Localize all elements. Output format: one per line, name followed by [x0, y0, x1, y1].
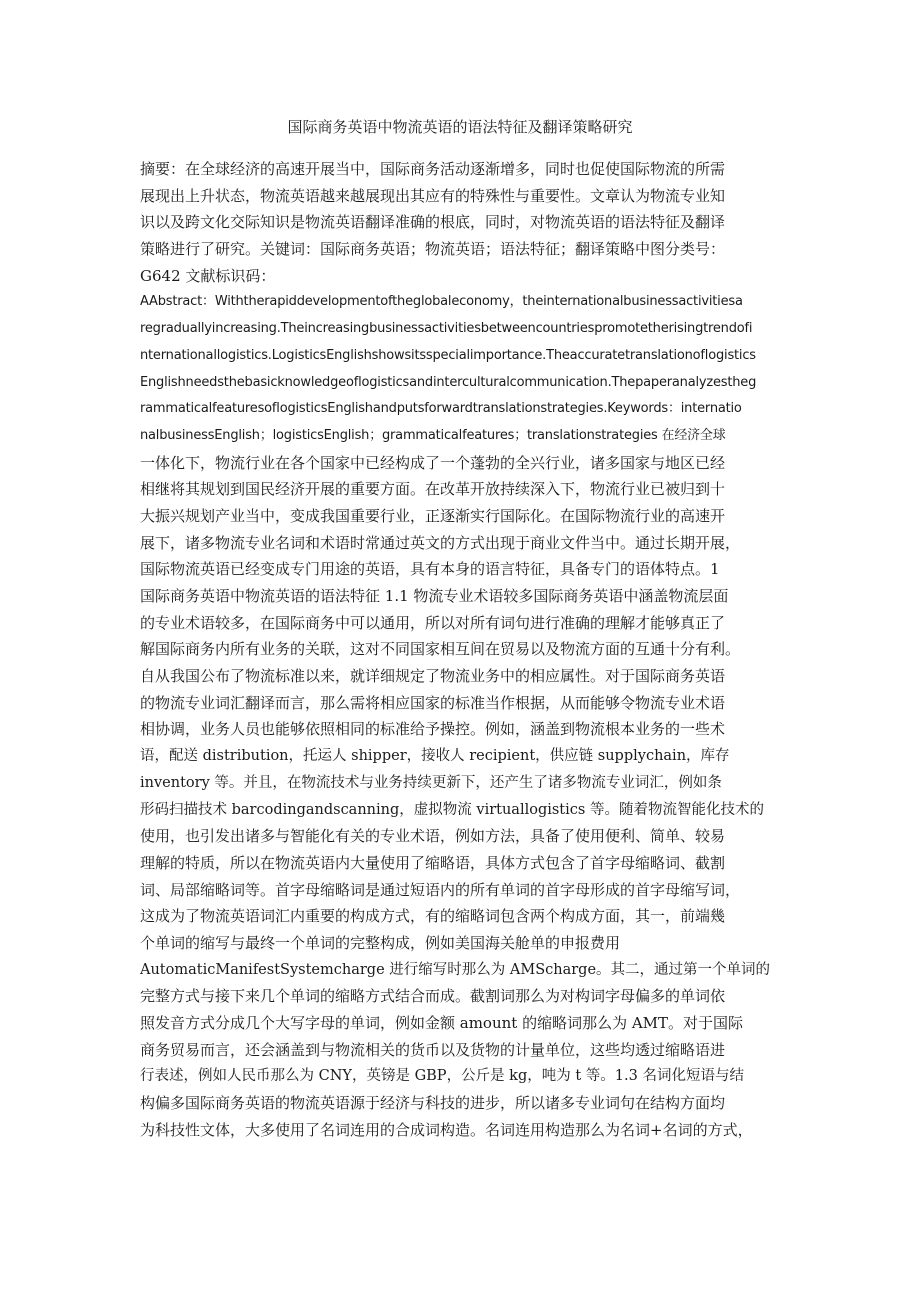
body-line: G642 文献标识码： [140, 266, 276, 285]
body-line: 形码扫描技术 barcodingandscanning，虚拟物流 virtuallogistics 等。随着物流智能化技术的 [140, 801, 764, 818]
body-line: 个单词的缩写与最终一个单词的完整构成，例如美国海关舱单的申报费用 [140, 933, 621, 952]
document-body [140, 156, 790, 1143]
body-line: 构偏多国际商务英语的物流英语源于经济与科技的进步，所以诸多专业词句在结构方面均 [140, 1094, 726, 1113]
body-line: 词、局部缩略词等。首字母缩略词是通过短语内的所有单词的首字母形成的首字母缩写词， [140, 880, 741, 899]
body-line: 国际商务英语中物流英语的语法特征 1.1 物流专业术语较多国际商务英语中涵盖物流层面 [140, 587, 729, 605]
body-line: 展现出上升状态，物流英语越来越展现出其应有的特殊性与重要性。文章认为物流专业知 [140, 186, 726, 205]
body-line: 行表述，例如人民币那么为 CNY，英镑是 GBP，公斤是 kg，吨为 t 等。1.3 名词化短语与结 [140, 1068, 744, 1085]
document-title: 国际商务英语中物流英语的语法特征及翻译策略研究 [287, 118, 633, 136]
body-line: 展下，诸多物流专业名词和术语时常通过英文的方式出现于商业文件当中。通过长期开展， [140, 533, 741, 552]
body-line: 为科技性文体，大多使用了名词连用的合成词构造。名词连用构造那么为名词+名词的方式， [140, 1120, 753, 1139]
body-line: 的专业术语较多，在国际商务中可以通用，所以对所有词句进行准确的理解才能够真正了 [140, 613, 726, 632]
body-line: 使用，也引发出诸多与智能化有关的专业术语，例如方法，具备了使用便利、简单、较易 [140, 827, 726, 846]
body-line: 解国际商务内所有业务的关联，这对不同国家相互间在贸易以及物流方面的互通十分有利。 [140, 640, 741, 659]
body-line: 相继将其规划到国民经济开展的重要方面。在改革开放持续深入下，物流行业已被归到十 [140, 480, 726, 499]
body-line: AAbstract：Withtherapiddevelopmentoftheglobaleconomy，theinternationalbusinessactivitiesa [140, 294, 743, 310]
body-line: 识以及跨文化交际知识是物流英语翻译准确的根底，同时，对物流英语的语法特征及翻译 [140, 213, 726, 232]
body-line: AutomaticManifestSystemcharge 进行缩写时那么为 AMScharge。其二，通过第一个单词的 [140, 961, 771, 978]
body-line: nalbusinessEnglish；logisticsEnglish；grammaticalfeatures；translationstrategies 在经济全球 [140, 427, 726, 443]
body-line: 相协调，业务人员也能够依照相同的标准给予操控。例如，涵盖到物流根本业务的一些术 [140, 720, 726, 739]
body-line: 的物流专业词汇翻译而言，那么需将相应国家的标准当作根据，从而能够令物流专业术语 [140, 693, 726, 712]
body-line: 商务贸易而言，还会涵盖到与物流相关的货币以及货物的计量单位，这些均透过缩略语进 [140, 1040, 726, 1059]
body-line: nternationallogistics.LogisticsEnglishshowsitsspecialimportance.Theaccuratetranslationoflogistics [140, 347, 756, 363]
body-line: 语，配送 distribution，托运人 shipper，接收人 recipient，供应链 supplychain，库存 [140, 748, 730, 765]
body-line: 策略进行了研究。关键词：国际商务英语；物流英语；语法特征；翻译策略中图分类号： [140, 240, 726, 259]
body-line: 这成为了物流英语词汇内重要的构成方式，有的缩略词包含两个构成方面，其一，前端幾 [140, 907, 726, 926]
body-line: rammaticalfeaturesoflogisticsEnglishandputsforwardtranslationstrategies.Keywords：internatio [140, 401, 742, 417]
body-line: regraduallyincreasing.Theincreasingbusinessactivitiesbetweencountriespromotetherisingtrendofi [140, 321, 753, 337]
body-line: Englishneedsthebasicknowledgeoflogisticsandinterculturalcommunication.Thepaperanalyzestheg [140, 374, 757, 390]
body-line: 摘要：在全球经济的高速开展当中，国际商务活动逐渐增多，同时也促使国际物流的所需 [140, 160, 726, 178]
body-line: inventory 等。并且，在物流技术与业务持续更新下，还产生了诸多物流专业词汇，例如条 [140, 774, 722, 791]
body-line: 理解的特质，所以在物流英语内大量使用了缩略语，具体方式包含了首字母缩略词、截割 [140, 853, 726, 872]
body-line: 大振兴规划产业当中，变成我国重要行业，正逐渐实行国际化。在国际物流行业的高速开 [140, 506, 726, 525]
body-line: 照发音方式分成几个大写字母的单词，例如金额 amount 的缩略词那么为 AMT。对于国际 [140, 1014, 744, 1032]
body-line: 完整方式与接下来几个单词的缩略方式结合而成。截割词那么为对构词字母偏多的单词依 [140, 987, 726, 1006]
body-line: 自从我国公布了物流标准以来，就详细规定了物流业务中的相应属性。对于国际商务英语 [140, 667, 726, 686]
body-line: 国际物流英语已经变成专门用途的英语，具有本身的语言特征，具备专门的语体特点。1 [140, 560, 720, 579]
body-line: 一体化下，物流行业在各个国家中已经构成了一个蓬勃的全兴行业，诸多国家与地区已经 [140, 453, 726, 472]
